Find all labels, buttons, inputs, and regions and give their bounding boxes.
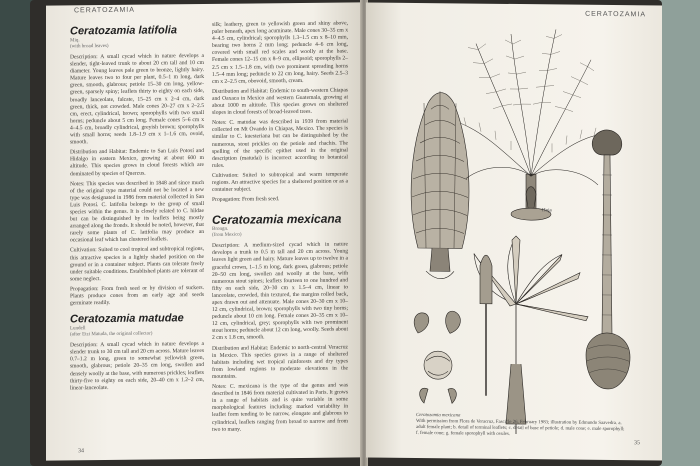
open-book xyxy=(30,0,662,466)
male-cone-drawing xyxy=(586,130,630,389)
species-title-latifolia: Ceratozamia latifolia xyxy=(70,24,177,38)
species-meta-mexicana xyxy=(212,226,348,239)
description-latifolia: Description: A small cycad which in nature develops a slender, tight-leaved trunk to about 20 cm tall and 10 cm diameter. Young leaves pale green to bronze, lightly hairy. Mature leaves two to four per plant, 0.5–1 m long, dark green, smooth, glabrous; petiole 15–30 cm long, yellow-green, sparsely spiny; leaflets thirty to eighty on each side, broadly lanceolate, falcate, 15–25 cm x 2–4 cm, dark green, thick, not crowded. Male cones 20–27 cm x 2–2.5 cm, erect, cylindrical, brown; sporophylls with two small horns; peduncle about 5 cm long. Female cones 5–6 cm x 4–4.5 cm, broadly cylindrical, greyish brown; sporophylls with small horns; seeds 1.8–1.9 cm x 1–1.6 cm, ovoid, smooth. xyxy=(70,52,204,146)
distribution-mexicana: Distribution and Habitat: Endemic to north-central Veracruz in Mexico. This species grows in a range of sheltered habitats including wet tropical rainforests and dry types from lowland regions to moderate elevations in the mountains. xyxy=(212,344,348,380)
right-page xyxy=(366,2,662,460)
etymology: (after Eizi Matuda, the original collector) xyxy=(70,331,153,338)
species-meta-matudae xyxy=(70,325,204,338)
running-head-left: CERATOZAMIA xyxy=(74,6,135,15)
adult-plant-drawing xyxy=(461,28,598,220)
distribution-matudae: Distribution and Habitat: Endemic to south-western Chiapas and Oaxaca in Mexico and western Guatemala, growing at about 1000 m altitude. This species grows on sheltered slopes in cloud forests of broad-leaved trees. xyxy=(212,87,348,117)
figure-caption xyxy=(416,413,626,439)
species-meta-latifolia xyxy=(70,37,204,50)
left-column xyxy=(70,18,204,395)
author: Miq. xyxy=(70,38,80,44)
sporophyll-details xyxy=(414,311,460,404)
author: Lundell xyxy=(70,326,86,332)
etymology: (from Mexico) xyxy=(212,232,242,239)
matudae-continued: silk; leathery, green to yellowish green and shiny above, paler beneath, apex long acuminate. Male cones 30–35 cm x 4–4.5 cm, cylindrical; sporophylls 1.3–1.5 cm x 8–10 mm, bearing two horns 2 mm long; peduncle 4–6 cm long, covered with small red scales and woolly at the base. Female cones 12–15 cm x 8–9 cm, ellipsoid; sporophylls 2–2.5 cm x 1.5–1.8 cm, with two prominent spreading horns 1.5–4 mm long; peduncle to 22 cm long, hairy. Seeds 2.5–3 cm x 2–2.5 cm, obovoid, smooth, cream. xyxy=(212,20,348,85)
left-page xyxy=(46,2,360,460)
species-title-matudae: Ceratozamia matudae xyxy=(70,312,184,326)
middle-column xyxy=(212,20,348,436)
cultivation-matudae: Cultivation: Suited to subtropical and warm temperate regions. An attractive species for a sheltered position or as a container subject. xyxy=(212,171,348,193)
propagation-matudae: Propagation: From fresh seed. xyxy=(212,196,280,204)
notes-latifolia: Notes: This species was described in 1848 and since much of the original type material could not be located a new type was designated in 1986 from material collected in San Luis Potosí. C. latifolia belongs to the group of small species within the genus. It is closely related to C. hildae but can be distinguished by its leaflets being mostly arranged along the fronds. It should be noted, however, that rarely some plants of C. latifolia may produce an occasional leaf which has clustered leaflets. xyxy=(70,179,204,244)
species-title-mexicana: Ceratozamia mexicana xyxy=(212,211,342,228)
notes-matudae: Notes: C. matudae was described in 1939 from material collected on Mt Ovando in Chiapas, Mexico. The species is similar to C. kuesteriana but can be distinguished by the numerous, stout prickles on the petiole and rhachis. The spelling of the specific epithet used in the original description (matudai) is incorrect according to botanical rules. xyxy=(212,118,348,169)
male-cone-stalk-drawing xyxy=(480,255,492,396)
notes-mexicana: Notes: C. mexicana is the type of the genus and was described in 1846 from material cultivated in Paris. It grows in a range of habitats and is quite variable in some morphological features including: marked variability in leaflet form tending to be narrow, elongate and glabrous to cylindrical, leaflets ranging from broad to narrow and from two to many. xyxy=(212,382,348,433)
caption-title: Ceratozamia mexicana xyxy=(416,412,461,419)
description-mexicana: Description: A medium-sized cycad which in nature develops a trunk to 0.5 m tall and 20 cm across. Young leaves light green and hairy. Mature leaves up to twelve in a graceful crown, 1–1.5 m long, dark green, glabrous; petiole 20–50 cm long, swollen and woolly at the base, with numerous stout spines; leaflets fourteen to one hundred and fifty on each side, 20–30 cm x 1.5–4 cm, linear to lanceolate, crowded, thin textured, the margins rolled back, apex drawn out and attenuate. Male cones 20–30 cm x 10–12 cm, cylindrical, brown; sporophylls with two tiny horns; peduncle about 10 cm long. Female cones 20–35 cm x 10–12 cm, cylindrical, grey; sporophylls with two prominent stout horns; peduncle about 12 cm long, woolly. Seeds about 2 cm x 1.8 cm, smooth. xyxy=(212,241,348,342)
page-number-left: 34 xyxy=(78,448,84,455)
botanical-illustration xyxy=(366,2,662,460)
distribution-latifolia: Distribution and Habitat: Endemic to San Luis Potosí and Hidalgo in eastern Mexico, growing at about 600 m altitude. This species grows in cloud forests which are dominated by species of Quercus. xyxy=(70,148,204,177)
propagation-latifolia: Propagation: From fresh seed or by division of suckers. Plants produce cones from an early age and seeds germinate readily. xyxy=(70,284,204,307)
author: Brongn. xyxy=(212,226,229,233)
cultivation-latifolia: Cultivation: Suited to cool tropical and subtropical regions, this attractive species is a lightly shaded position on the ground or in a container subject. Plants can tolerate freely under suitable conditions. Established plants are tolerant of some neglect. xyxy=(70,246,204,283)
description-matudae: Description: A small cycad which in nature develops a slender trunk to 30 cm tall and 20 cm across. Mature leaves 0.7–1.2 m long, green to somewhat yellowish green, smooth, glabrous; petiole 20–35 cm long, swollen and densely woolly at the base, with numerous prickles; leaflets thirty-five to eighty on each side, 20–40 cm x 1.2–2 cm, linear-lanceolate. xyxy=(70,341,204,392)
page-number-right: 35 xyxy=(634,440,640,447)
illustration-label-plant: Hoja xyxy=(542,208,552,214)
etymology: (with broad leaves) xyxy=(70,43,109,50)
running-head-right: CERATOZAMIA xyxy=(585,10,646,19)
female-cone-drawing xyxy=(411,91,469,279)
caption-text: With permission from Flora de Veracruz, Fascicle 26, February 1983; illustration by Edmundo Saavedra. a. adult female plant; b. detail of terminal leaflets; c. detail of base of petiole; d. male cone; e. male sporophyll; f. female cone; g. female sporophyll with ovules. xyxy=(416,418,625,437)
